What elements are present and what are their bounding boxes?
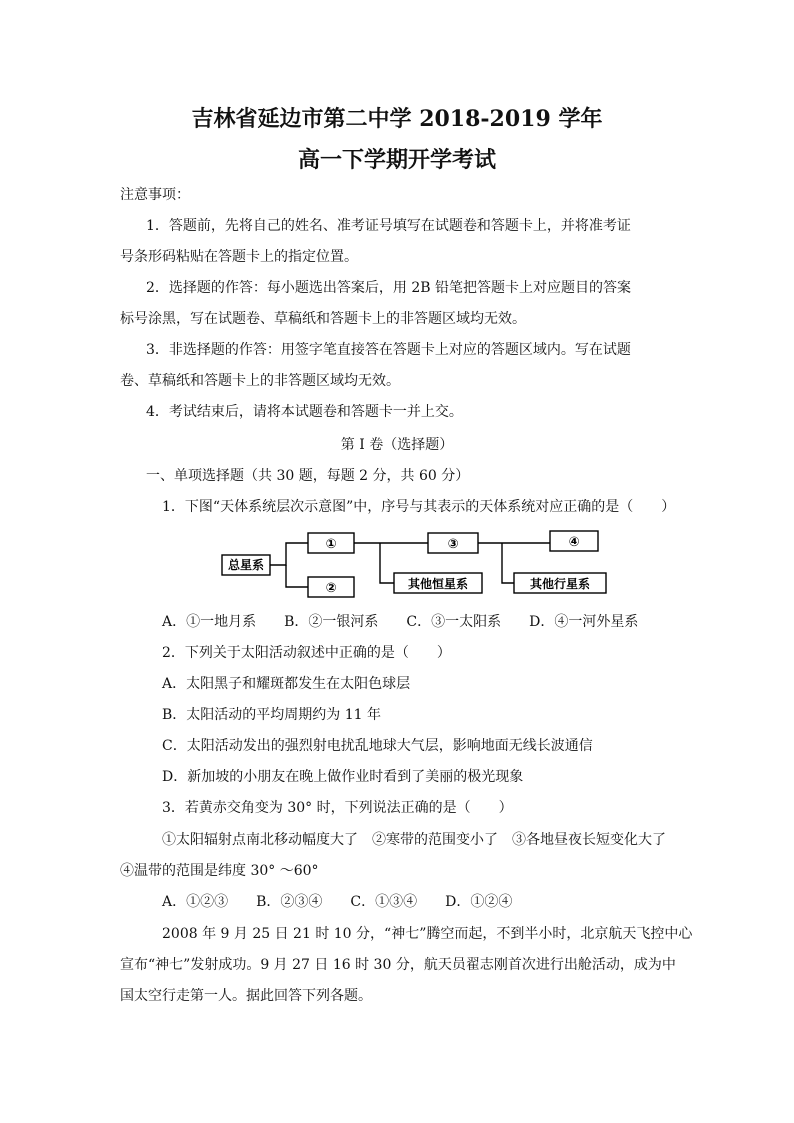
section-title: 第 I 卷（选择题）	[340, 437, 454, 453]
notice-line-2: 号条形码粘贴在答题卡上的指定位置。	[120, 249, 358, 265]
exam-title-line1: 吉林省延边市第二中学 2018-2019 学年	[191, 106, 603, 132]
link-3-other-planets	[502, 543, 514, 583]
q3-statements-2: ④温带的范围是纬度 30° ～60°	[120, 863, 319, 879]
q3-options: A．①②③ B．②③④ C．①③④ D．①②④	[162, 894, 513, 910]
notice-line-1: 1．答题前，先将自己的姓名、准考证号填写在试题卷和答题卡上，并将准考证	[146, 218, 631, 234]
box-3-label: ③	[447, 537, 459, 552]
notice-line-7: 4．考试结束后，请将本试题卷和答题卡一并上交。	[146, 404, 463, 420]
q3-statements-1: ①太阳辐射点南北移动幅度大了 ②寒带的范围变小了 ③各地昼夜长短变化大了	[162, 832, 666, 848]
link-root-2	[286, 565, 308, 587]
q2-option-c: C．太阳活动发出的强烈射电扰乱地球大气层，影响地面无线长波通信	[162, 738, 593, 754]
notice-line-4: 标号涂黑，写在试题卷、草稿纸和答题卡上的非答题区域均无效。	[120, 311, 526, 327]
root-label: 总星系	[227, 558, 265, 572]
material-line-1: 2008 年 9 月 25 日 21 时 10 分，“神七”腾空而起，不到半小时，北京航天飞控中心	[162, 926, 693, 942]
part-heading: 一、单项选择题（共 30 题，每题 2 分，共 60 分）	[146, 468, 470, 484]
material-line-3: 国太空行走第一人。据此回答下列各题。	[120, 988, 372, 1004]
material-line-2: 宣布“神七”发射成功。9 月 27 日 16 时 30 分，航天员翟志刚首次进行出舱活动，成为中	[120, 957, 676, 973]
q1-stem: 1．下图“天体系统层次示意图”中，序号与其表示的天体系统对应正确的是（ ）	[162, 499, 676, 515]
notice-line-6: 卷、草稿纸和答题卡上的非答题区域均无效。	[120, 373, 400, 389]
q3-stem: 3．若黄赤交角变为 30° 时，下列说法正确的是（ ）	[162, 800, 513, 816]
notice-line-5: 3．非选择题的作答：用签字笔直接答在答题卡上对应的答题区域内。写在试题	[146, 342, 631, 358]
box-4-label: ④	[568, 535, 580, 550]
q2-option-a: A．太阳黑子和耀斑都发生在太阳色球层	[162, 676, 411, 692]
exam-title-line2: 高一下学期开学考试	[297, 147, 496, 173]
q2-stem: 2．下列关于太阳活动叙述中正确的是（ ）	[162, 645, 451, 661]
q1-options: A．①一地月系 B．②一银河系 C．③一太阳系 D．④一河外星系	[162, 614, 639, 630]
link-root-1	[270, 543, 308, 565]
other-stars-label: 其他恒星系	[407, 577, 469, 591]
notice-heading: 注意事项：	[120, 187, 190, 203]
q2-option-d: D．新加坡的小朋友在晚上做作业时看到了美丽的极光现象	[162, 769, 524, 785]
notice-line-3: 2．选择题的作答：每小题选出答案后，用 2B 铅笔把答题卡上对应题目的答案	[146, 280, 632, 296]
box-1-label: ①	[325, 537, 337, 552]
box-2-label: ②	[325, 581, 337, 596]
q2-option-b: B．太阳活动的平均周期约为 11 年	[162, 707, 382, 723]
link-1-other-stars	[380, 543, 394, 583]
celestial-system-diagram	[218, 527, 618, 603]
other-planets-label: 其他行星系	[529, 577, 591, 591]
